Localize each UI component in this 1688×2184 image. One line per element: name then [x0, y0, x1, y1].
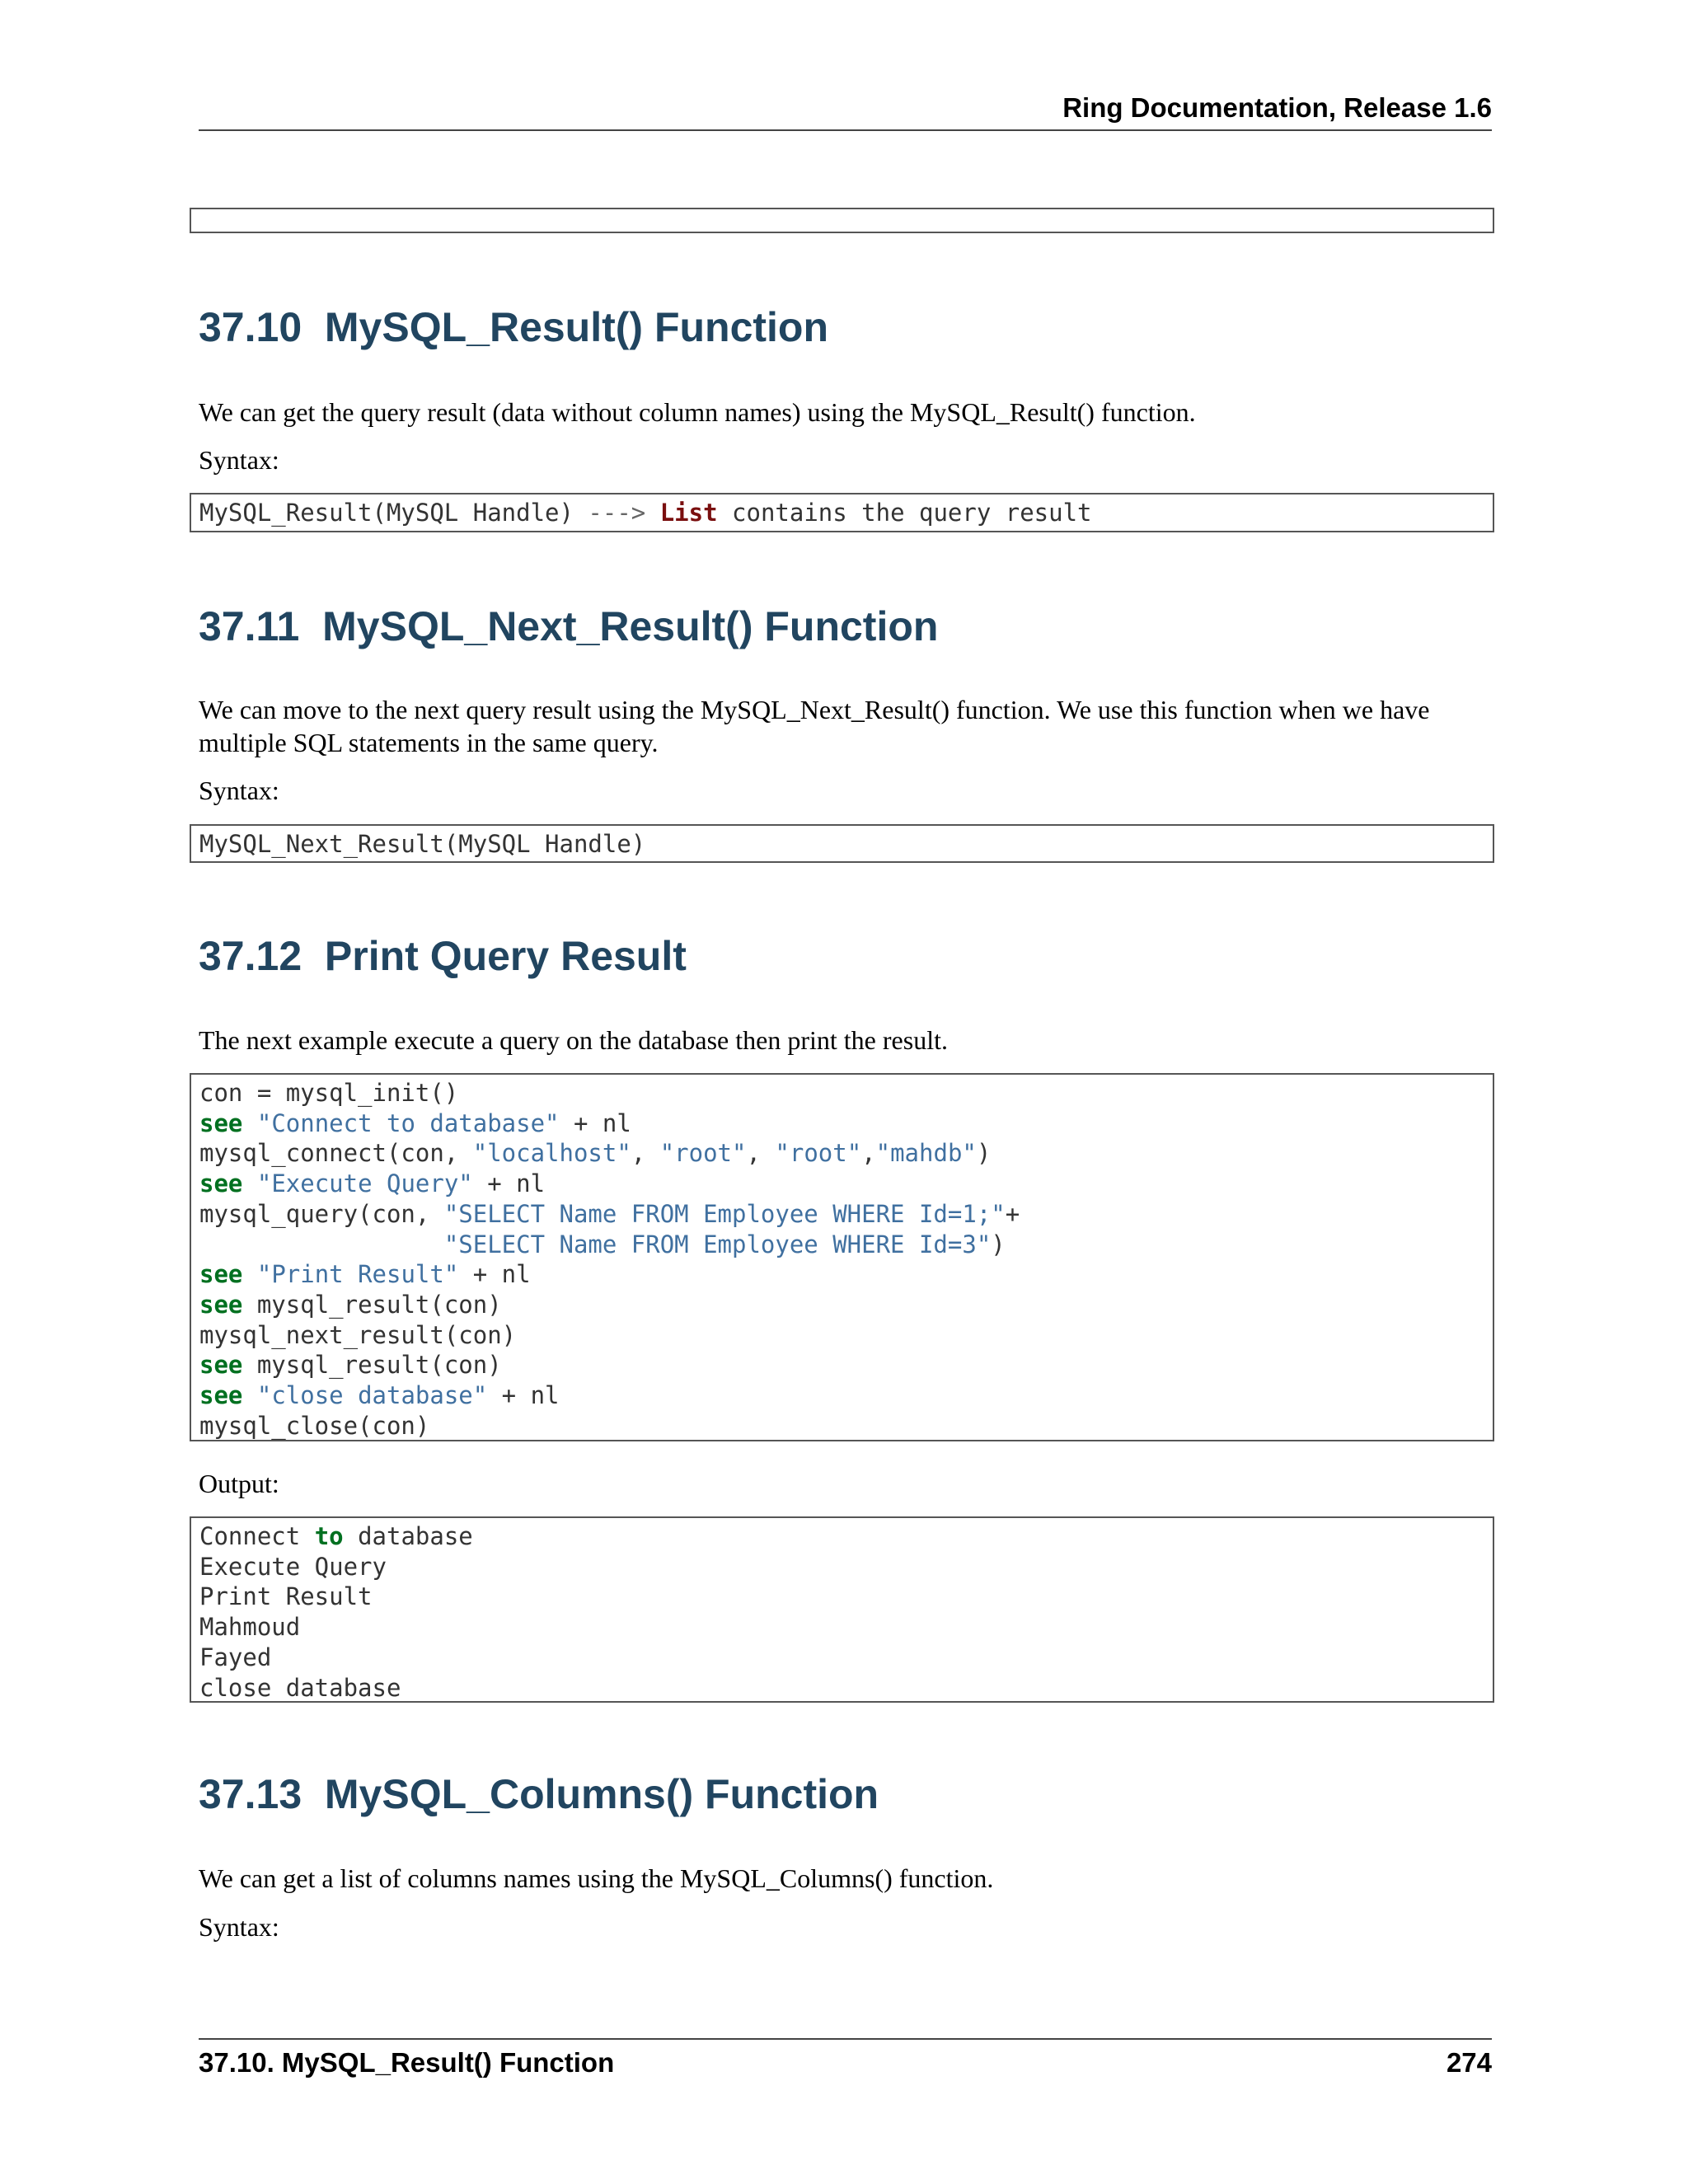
syntax-code-block-next-result — [190, 824, 1494, 863]
header-rule — [199, 129, 1492, 131]
code-segment: + — [1005, 1199, 1020, 1228]
code-string: "SELECT Name FROM Employee WHERE Id=3" — [443, 1230, 992, 1258]
code-keyword: see — [199, 1108, 243, 1137]
code-segment: ) — [976, 1139, 992, 1168]
example-code-block — [190, 1073, 1494, 1441]
code-string: "localhost" — [472, 1139, 631, 1168]
code-space — [645, 499, 659, 527]
section-37-11-description: We can move to the next query result using the MySQL_Next_Result() function. We use this function when we have multiple SQL statements in the same query. — [199, 695, 1430, 757]
code-keyword: see — [199, 1290, 243, 1319]
output-text — [191, 1518, 1493, 1703]
output-segment: Connect — [199, 1522, 315, 1550]
output-keyword: to — [314, 1522, 344, 1550]
code-line: mysql_next_result(con) — [199, 1320, 517, 1349]
output-line: Fayed — [199, 1643, 272, 1671]
code-string: "close database" — [256, 1381, 488, 1410]
code-segment: + nl — [487, 1381, 560, 1410]
page-number: 274 — [1446, 2047, 1492, 2078]
code-keyword: see — [199, 1351, 243, 1380]
code-segment: ) — [991, 1230, 1006, 1258]
section-heading-37-11: 37.11 MySQL_Next_Result() Function — [199, 603, 939, 649]
section-37-12-description: The next example execute a query on the database then print the result. — [199, 1025, 948, 1055]
output-line: Execute Query — [199, 1552, 387, 1581]
code-string: "Print Result" — [256, 1260, 459, 1289]
output-label: Output: — [199, 1469, 279, 1498]
output-line: close database — [199, 1673, 401, 1702]
code-string: "Connect to database" — [256, 1108, 560, 1137]
syntax-code-block-result — [190, 493, 1494, 532]
code-segment: + nl — [472, 1169, 546, 1198]
code-string: "Execute Query" — [256, 1169, 473, 1198]
code-text — [191, 494, 1493, 528]
code-arrow: ---> — [588, 499, 646, 527]
output-segment: database — [343, 1522, 473, 1550]
code-segment: MySQL_Result(MySQL Handle) — [199, 499, 588, 527]
code-keyword: List — [659, 499, 718, 527]
section-37-11-syntax-label: Syntax: — [199, 776, 279, 805]
code-segment: , — [746, 1139, 776, 1168]
running-header: Ring Documentation, Release 1.6 — [1062, 92, 1492, 123]
code-indent — [199, 1230, 444, 1258]
code-string: "root" — [775, 1139, 862, 1168]
code-segment: contains the query result — [717, 499, 1092, 527]
code-segment: mysql_query(con, — [199, 1199, 444, 1228]
code-segment: , — [861, 1139, 876, 1168]
output-line: Print Result — [199, 1582, 373, 1611]
code-keyword: see — [199, 1381, 243, 1410]
code-segment: + nl — [458, 1260, 531, 1289]
code-text: MySQL_Next_Result(MySQL Handle) — [199, 830, 646, 858]
code-string: "SELECT Name FROM Employee WHERE Id=1;" — [443, 1199, 1006, 1228]
section-heading-37-13: 37.13 MySQL_Columns() Function — [199, 1771, 879, 1817]
output-code-block — [190, 1516, 1494, 1703]
code-string: "mahdb" — [875, 1139, 977, 1168]
empty-code-block — [190, 208, 1494, 233]
code-text — [191, 1075, 1493, 1441]
code-segment: mysql_connect(con, — [199, 1139, 473, 1168]
code-keyword: see — [199, 1260, 243, 1289]
section-37-13-syntax-label: Syntax: — [199, 1912, 279, 1942]
section-heading-37-10: 37.10 MySQL_Result() Function — [199, 304, 829, 350]
section-37-10-syntax-label: Syntax: — [199, 445, 279, 475]
footer-section-title: 37.10. MySQL_Result() Function — [199, 2047, 615, 2078]
output-line: Mahmoud — [199, 1613, 301, 1642]
code-keyword: see — [199, 1169, 243, 1198]
footer-rule — [199, 2038, 1492, 2040]
code-line: con = mysql_init() — [199, 1079, 459, 1107]
code-line: mysql_close(con) — [199, 1411, 430, 1440]
code-segment: + nl — [559, 1108, 631, 1137]
code-segment: mysql_result(con) — [242, 1290, 502, 1319]
section-heading-37-12: 37.12 Print Query Result — [199, 933, 687, 979]
code-string: "root" — [659, 1139, 747, 1168]
section-37-10-description: We can get the query result (data without column names) using the MySQL_Result() function. — [199, 397, 1196, 427]
section-37-13-description: We can get a list of columns names using the MySQL_Columns() function. — [199, 1863, 994, 1893]
code-segment: , — [631, 1139, 660, 1168]
code-segment: mysql_result(con) — [242, 1351, 502, 1380]
